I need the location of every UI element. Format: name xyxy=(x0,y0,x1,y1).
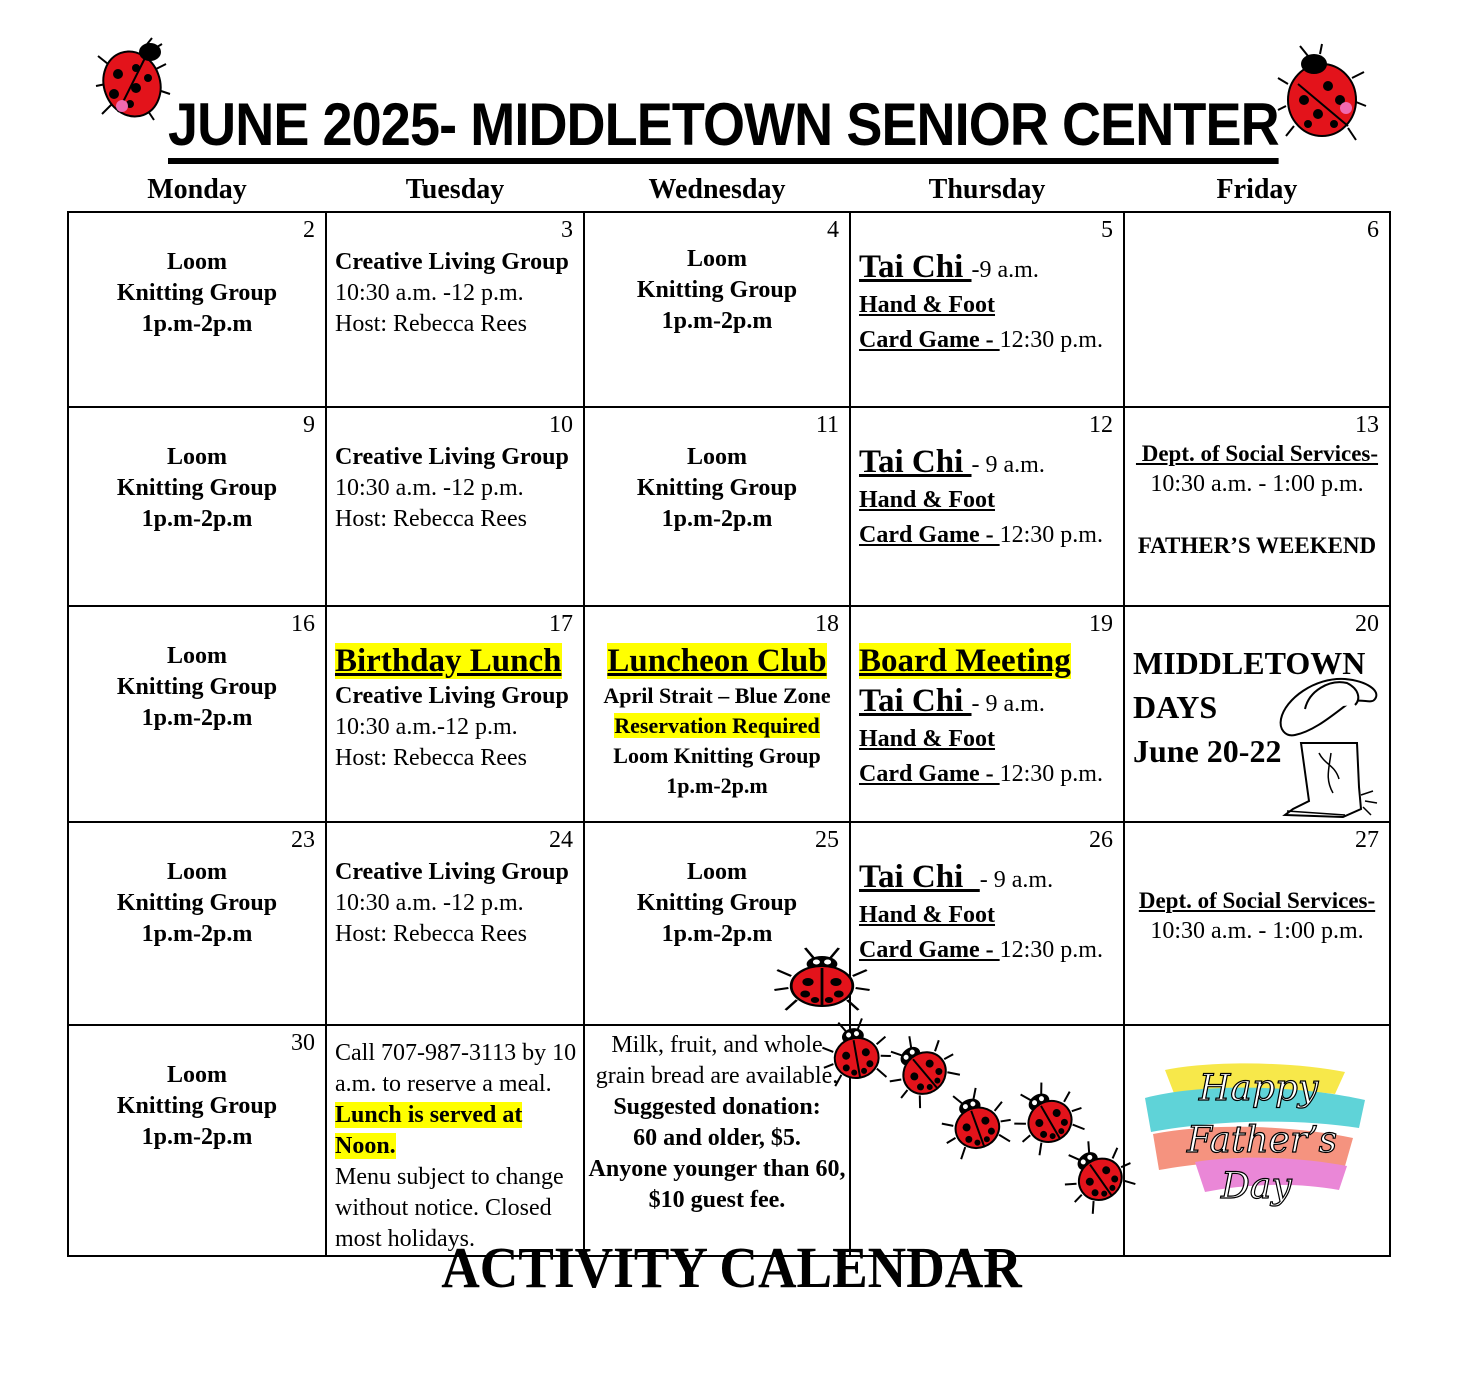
day-number: 6 xyxy=(1367,217,1379,243)
weekday-friday: Friday xyxy=(1216,174,1298,205)
happy-fathers-day-art xyxy=(1135,1052,1375,1207)
day-cell xyxy=(850,606,1124,822)
week-row xyxy=(68,822,1390,1025)
day-cell xyxy=(1124,212,1390,407)
day-cell xyxy=(584,212,850,407)
day-number: 5 xyxy=(1101,217,1113,243)
day-cell xyxy=(850,407,1124,606)
ladybug-icon xyxy=(1002,1072,1092,1160)
day-cell xyxy=(326,212,584,407)
day-number: 4 xyxy=(827,217,839,243)
hand-foot-label: Hand & Foot xyxy=(859,726,996,752)
ladybug-icon xyxy=(1051,1129,1142,1219)
ladybug-icon xyxy=(96,34,171,124)
day-cell xyxy=(326,407,584,606)
reservation-required-note: Reservation Required xyxy=(614,713,820,738)
day-cell xyxy=(68,212,326,407)
day-number: 16 xyxy=(291,611,315,637)
ladybug-icon xyxy=(932,1080,1017,1162)
day-number: 11 xyxy=(815,412,839,438)
weekday-monday: Monday xyxy=(147,174,247,205)
weekday-thursday: Thursday xyxy=(928,174,1046,205)
day-number: 9 xyxy=(303,412,315,438)
day-number: 17 xyxy=(549,611,573,637)
birthday-lunch-label: Birthday Lunch xyxy=(335,643,562,679)
day-cell xyxy=(1124,407,1390,606)
day-cell xyxy=(850,212,1124,407)
art-text-day: Day xyxy=(1221,1166,1292,1207)
day-number: 26 xyxy=(1089,827,1113,853)
week-row xyxy=(68,212,1390,407)
meal-donation-note: Milk, fruit, and whole grain bread are available. Suggested donation: 60 and older, $5. Anyone younger than 60, $10 guest fee. xyxy=(588,1032,846,1213)
day-number: 24 xyxy=(549,827,573,853)
event-thursday-activities: Tai Chi -9 a.m. Hand & Foot Card Game - 12:30 p.m. xyxy=(851,213,1123,358)
fathers-weekend-note: FATHER’S WEEKEND xyxy=(1137,533,1377,558)
lunch-time-note: Lunch is served at Noon. xyxy=(335,1102,523,1159)
day-cell xyxy=(584,407,850,606)
day-number: 25 xyxy=(815,827,839,853)
event-loom-knitting: Loom Knitting Group 1p.m-2p.m xyxy=(116,859,278,947)
day-cell xyxy=(68,407,326,606)
event-birthday-lunch: Birthday Lunch Creative Living Group 10:30 a.m.-12 p.m. Host: Rebecca Rees xyxy=(335,643,569,771)
day-number: 20 xyxy=(1355,611,1379,637)
hand-foot-label: Hand & Foot xyxy=(859,487,996,513)
week-row xyxy=(68,1025,1390,1256)
event-social-services: Dept. of Social Services- 10:30 a.m. - 1:00 p.m. FATHER’S WEEKEND xyxy=(1125,408,1389,561)
day-number: 27 xyxy=(1355,827,1379,853)
event-creative-living: Creative Living Group 10:30 a.m. -12 p.m. Host: Rebecca Rees xyxy=(335,444,569,532)
tai-chi-label: Tai Chi xyxy=(859,683,972,719)
weekday-wednesday: Wednesday xyxy=(648,174,786,205)
event-luncheon-club: Luncheon Club April Strait – Blue Zone Reservation Required Loom Knitting Group 1p.m-2p.m xyxy=(603,643,831,798)
day-cell xyxy=(1124,606,1390,822)
tai-chi-label: Tai Chi xyxy=(859,859,980,895)
event-loom-knitting: Loom Knitting Group 1p.m-2p.m xyxy=(636,444,798,532)
day-number: 10 xyxy=(549,412,573,438)
day-number: 18 xyxy=(815,611,839,637)
event-loom-knitting: Loom Knitting Group 1p.m-2p.m xyxy=(116,444,278,532)
day-cell xyxy=(326,1025,584,1256)
day-cell xyxy=(68,822,326,1025)
tai-chi-label: Tai Chi xyxy=(859,444,972,480)
hand-foot-label: Hand & Foot xyxy=(859,902,996,928)
day-cell xyxy=(68,606,326,822)
day-number: 23 xyxy=(291,827,315,853)
event-thursday-activities: Board Meeting Tai Chi - 9 a.m. Hand & Foot Card Game - 12:30 p.m. xyxy=(851,607,1123,792)
day-cell xyxy=(584,606,850,822)
day-number: 13 xyxy=(1355,412,1379,438)
ladybug-icon xyxy=(774,948,869,1010)
event-loom-knitting: Loom Knitting Group 1p.m-2p.m xyxy=(636,246,798,334)
weekday-tuesday: Tuesday xyxy=(405,174,505,205)
day-number: 30 xyxy=(291,1030,315,1056)
event-loom-knitting: Loom Knitting Group 1p.m-2p.m xyxy=(116,1062,278,1150)
event-thursday-activities: Tai Chi - 9 a.m. Hand & Foot Card Game - 12:30 p.m. xyxy=(851,823,1123,968)
event-creative-living: Creative Living Group 10:30 a.m. -12 p.m. Host: Rebecca Rees xyxy=(335,859,569,947)
week-row xyxy=(68,606,1390,822)
board-meeting-label: Board Meeting xyxy=(859,643,1071,679)
event-middletown-days: MIDDLETOWN DAYS June 20-22 xyxy=(1133,645,1366,769)
day-number: 3 xyxy=(561,217,573,243)
ladybug-icon xyxy=(817,1015,895,1088)
tai-chi-label: Tai Chi xyxy=(859,249,972,285)
weekday-header-row xyxy=(68,170,1390,210)
meal-reservation-note: Call 707-987-3113 by 10 a.m. to reserve a meal. Lunch is served at Noon. Menu subject to change without notice. Closed most holidays. xyxy=(335,1040,577,1252)
calendar-grid xyxy=(67,211,1391,1257)
day-number: 2 xyxy=(303,217,315,243)
event-creative-living: Creative Living Group 10:30 a.m. -12 p.m. Host: Rebecca Rees xyxy=(335,249,569,337)
event-loom-knitting: Loom Knitting Group 1p.m-2p.m xyxy=(116,249,278,337)
day-number: 12 xyxy=(1089,412,1113,438)
event-loom-knitting: Loom Knitting Group 1p.m-2p.m xyxy=(636,859,798,947)
art-text-happy: Happy xyxy=(1199,1068,1319,1109)
page-title: JUNE 2025- MIDDLETOWN SENIOR CENTER xyxy=(168,92,1158,162)
footer-title: ACTIVITY CALENDAR xyxy=(441,1235,1022,1300)
luncheon-club-label: Luncheon Club xyxy=(607,643,827,679)
day-cell xyxy=(326,606,584,822)
week-row xyxy=(68,407,1390,606)
event-loom-knitting: Loom Knitting Group 1p.m-2p.m xyxy=(116,643,278,731)
day-cell xyxy=(1124,1025,1390,1256)
ladybug-trail xyxy=(780,940,1140,1220)
day-number: 19 xyxy=(1089,611,1113,637)
event-thursday-activities: Tai Chi - 9 a.m. Hand & Foot Card Game - 12:30 p.m. xyxy=(851,408,1123,553)
art-text-fathers: Father’s xyxy=(1187,1120,1338,1161)
ladybug-icon xyxy=(1278,44,1366,144)
day-cell xyxy=(326,822,584,1025)
day-cell xyxy=(1124,822,1390,1025)
hand-foot-label: Hand & Foot xyxy=(859,292,996,318)
day-cell xyxy=(68,1025,326,1256)
ladybug-icon xyxy=(874,1022,966,1113)
event-social-services: Dept. of Social Services- 10:30 a.m. - 1:00 p.m. xyxy=(1138,888,1376,944)
